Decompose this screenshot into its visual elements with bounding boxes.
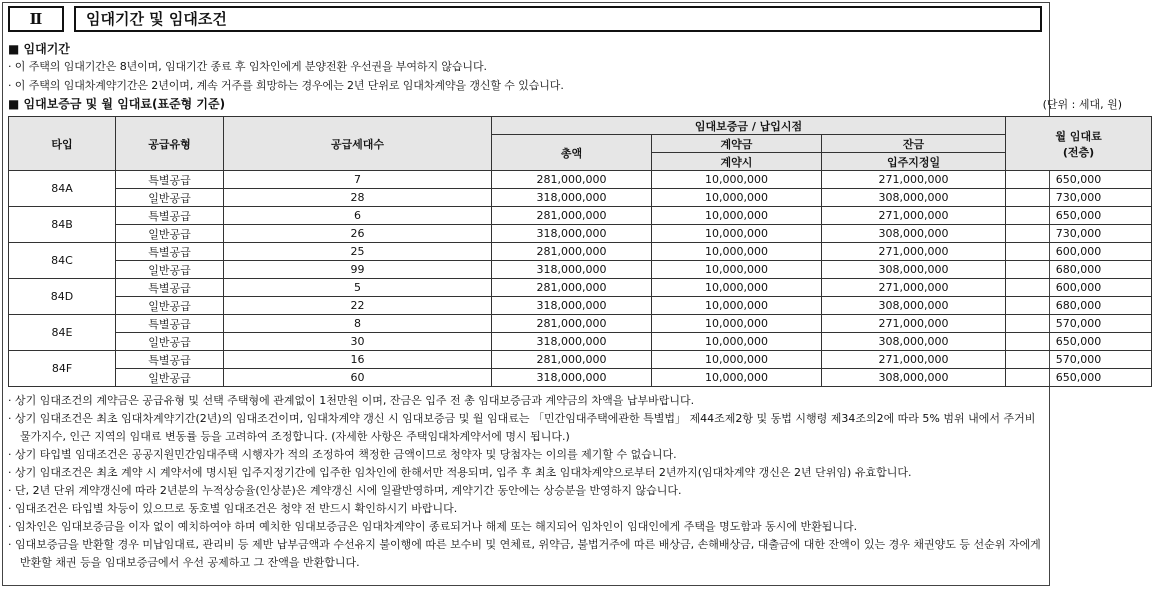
cell-monthly-rent: 570,000 — [1006, 351, 1152, 369]
header-move-in: 입주지정일 — [822, 153, 1006, 171]
cell-balance: 308,000,000 — [822, 369, 1006, 387]
cell-monthly-rent: 680,000 — [1006, 261, 1152, 279]
cell-total: 318,000,000 — [492, 369, 652, 387]
cell-households: 6 — [224, 207, 492, 225]
cell-contract-payment: 10,000,000 — [652, 315, 822, 333]
rent-table-body — [9, 171, 1152, 387]
cell-balance: 308,000,000 — [822, 297, 1006, 315]
cell-type: 84C — [9, 243, 116, 279]
cell-supply-type: 특별공급 — [116, 243, 224, 261]
cell-households: 28 — [224, 189, 492, 207]
cell-contract-payment: 10,000,000 — [652, 207, 822, 225]
header-monthly-rent — [1006, 117, 1152, 171]
cell-supply-type: 특별공급 — [116, 351, 224, 369]
cell-type: 84E — [9, 315, 116, 351]
cell-type: 84D — [9, 279, 116, 315]
header-contract-payment: 계약금 — [652, 135, 822, 153]
header-deposit-group: 임대보증금 / 납입시점 — [492, 117, 1006, 135]
cell-balance: 271,000,000 — [822, 351, 1006, 369]
cell-total: 318,000,000 — [492, 297, 652, 315]
table-row — [9, 333, 1152, 351]
period-line-2: · 이 주택의 임대차계약기간은 2년이며, 계속 거주를 희망하는 경우에는 2년 단위로 임대차계약을 갱신할 수 있습니다. — [8, 79, 564, 92]
header-balance: 잔금 — [822, 135, 1006, 153]
cell-contract-payment: 10,000,000 — [652, 261, 822, 279]
note-item: · 임대조건은 타입별 차등이 있으므로 동호별 임대조건은 청약 전 반드시 확인하시기 바랍니다. — [8, 502, 458, 515]
cell-supply-type: 특별공급 — [116, 315, 224, 333]
cell-type: 84F — [9, 351, 116, 387]
cell-households: 8 — [224, 315, 492, 333]
cell-total: 318,000,000 — [492, 189, 652, 207]
header-monthly-rent-line1: 월 임대료 — [1055, 129, 1102, 143]
header-supply-type: 공급유형 — [116, 117, 224, 171]
note-item: · 상기 임대조건은 최초 임대차계약기간(2년)의 임대조건이며, 임대차계약 갱신 시 임대보증금 및 월 임대료는 「민간임대주택에관한 특별법」 제44조제2항 및 동법 시행령 제34조의2에 따라 5% 범위 내에서 주거비 물가지수, 인근 지역의 임대료 변동률 등을 고려하여 조정합니다. (자세한 사항은 주택임대차계약서에 명시 됩니다.) — [8, 412, 1036, 443]
cell-balance: 271,000,000 — [822, 207, 1006, 225]
rent-table — [8, 116, 1152, 387]
table-row — [9, 279, 1152, 297]
cell-total: 281,000,000 — [492, 171, 652, 189]
header-monthly-rent-line2: (전층) — [1062, 145, 1095, 159]
cell-total: 281,000,000 — [492, 351, 652, 369]
cell-balance: 271,000,000 — [822, 171, 1006, 189]
cell-supply-type: 특별공급 — [116, 207, 224, 225]
cell-monthly-rent: 680,000 — [1006, 297, 1152, 315]
table-row — [9, 171, 1152, 189]
cell-total: 281,000,000 — [492, 279, 652, 297]
cell-monthly-rent: 650,000 — [1006, 171, 1152, 189]
cell-balance: 308,000,000 — [822, 261, 1006, 279]
section-number: Ⅱ — [8, 6, 64, 32]
cell-balance: 308,000,000 — [822, 225, 1006, 243]
cell-balance: 271,000,000 — [822, 315, 1006, 333]
period-heading: ■ 임대기간 — [8, 42, 70, 56]
header-type: 타입 — [9, 117, 116, 171]
cell-households: 30 — [224, 333, 492, 351]
period-line-1: · 이 주택의 임대기간은 8년이며, 임대기간 종료 후 임차인에게 분양전환 우선권을 부여하지 않습니다. — [8, 60, 487, 73]
note-item: · 상기 임대조건의 계약금은 공급유형 및 선택 주택형에 관계없이 1천만원 이며, 잔금은 입주 전 총 임대보증금과 계약금의 차액을 납부바랍니다. — [8, 394, 695, 407]
cell-balance: 308,000,000 — [822, 333, 1006, 351]
cell-monthly-rent: 650,000 — [1006, 333, 1152, 351]
cell-supply-type: 특별공급 — [116, 171, 224, 189]
table-row — [9, 243, 1152, 261]
note-item: · 임대보증금을 반환할 경우 미납임대료, 관리비 등 제반 납부금액과 수선유지 불이행에 따른 보수비 및 연체료, 위약금, 불법거주에 따른 배상금, 손해배상금, 대출금에 대한 잔액이 있는 경우 채권양도 등 선순위 자에게 반환할 채권 등을 임대보증금에서 우선 공제하고 그 잔액을 반환합니다. — [8, 538, 1041, 569]
note-item: · 상기 타입별 임대조건은 공공지원민간임대주택 시행자가 적의 조정하여 책정한 금액이므로 청약자 및 당첨자는 이의를 제기할 수 없습니다. — [8, 448, 677, 461]
table-row — [9, 207, 1152, 225]
cell-supply-type: 특별공급 — [116, 279, 224, 297]
table-row — [9, 297, 1152, 315]
cell-monthly-rent: 650,000 — [1006, 369, 1152, 387]
cell-contract-payment: 10,000,000 — [652, 189, 822, 207]
table-row — [9, 315, 1152, 333]
header-total: 총액 — [492, 135, 652, 171]
cell-contract-payment: 10,000,000 — [652, 333, 822, 351]
cell-total: 318,000,000 — [492, 261, 652, 279]
table-row — [9, 351, 1152, 369]
table-row — [9, 225, 1152, 243]
table-row — [9, 369, 1152, 387]
cell-total: 318,000,000 — [492, 225, 652, 243]
cell-contract-payment: 10,000,000 — [652, 351, 822, 369]
cell-monthly-rent: 650,000 — [1006, 207, 1152, 225]
cell-total: 318,000,000 — [492, 333, 652, 351]
header-households: 공급세대수 — [224, 117, 492, 171]
cell-contract-payment: 10,000,000 — [652, 369, 822, 387]
cell-monthly-rent: 730,000 — [1006, 225, 1152, 243]
cell-total: 281,000,000 — [492, 207, 652, 225]
cell-households: 5 — [224, 279, 492, 297]
cell-supply-type: 일반공급 — [116, 261, 224, 279]
cell-monthly-rent: 600,000 — [1006, 279, 1152, 297]
cell-contract-payment: 10,000,000 — [652, 243, 822, 261]
cell-households: 22 — [224, 297, 492, 315]
cell-supply-type: 일반공급 — [116, 369, 224, 387]
note-item: · 임차인은 임대보증금을 이자 없이 예치하여야 하며 예치한 임대보증금은 임대차계약이 종료되거나 해제 또는 해지되어 임차인이 임대인에게 주택을 명도함과 동시에 반환됩니다. — [8, 520, 858, 533]
table-row — [9, 189, 1152, 207]
cell-total: 281,000,000 — [492, 315, 652, 333]
cell-balance: 271,000,000 — [822, 279, 1006, 297]
note-item: · 단, 2년 단위 계약갱신에 따라 2년분의 누적상승율(인상분)은 계약갱신 시에 일괄반영하며, 계약기간 동안에는 상승분을 반영하지 않습니다. — [8, 484, 682, 497]
cell-type: 84B — [9, 207, 116, 243]
unit-label: (단위 : 세대, 원) — [1042, 98, 1122, 111]
header-at-contract: 계약시 — [652, 153, 822, 171]
cell-households: 25 — [224, 243, 492, 261]
section-title: 임대기간 및 임대조건 — [74, 6, 1042, 32]
cell-supply-type: 일반공급 — [116, 225, 224, 243]
cell-balance: 271,000,000 — [822, 243, 1006, 261]
cell-contract-payment: 10,000,000 — [652, 171, 822, 189]
cell-monthly-rent: 570,000 — [1006, 315, 1152, 333]
cell-contract-payment: 10,000,000 — [652, 297, 822, 315]
cell-households: 7 — [224, 171, 492, 189]
table-row — [9, 261, 1152, 279]
cell-households: 26 — [224, 225, 492, 243]
cell-monthly-rent: 600,000 — [1006, 243, 1152, 261]
notes-list — [8, 392, 1048, 572]
note-item: · 상기 임대조건은 최초 계약 시 계약서에 명시된 입주지정기간에 입주한 임차인에 한해서만 적용되며, 입주 후 최초 임대차계약으로부터 2년까지(임대차계약 갱신은 2년 단위임) 유효합니다. — [8, 466, 912, 479]
cell-type: 84A — [9, 171, 116, 207]
cell-households: 60 — [224, 369, 492, 387]
cell-supply-type: 일반공급 — [116, 297, 224, 315]
cell-contract-payment: 10,000,000 — [652, 279, 822, 297]
cell-supply-type: 일반공급 — [116, 189, 224, 207]
cell-households: 99 — [224, 261, 492, 279]
cell-contract-payment: 10,000,000 — [652, 225, 822, 243]
cell-supply-type: 일반공급 — [116, 333, 224, 351]
cell-total: 281,000,000 — [492, 243, 652, 261]
rent-heading: ■ 임대보증금 및 월 임대료(표준형 기준) — [8, 97, 226, 111]
cell-balance: 308,000,000 — [822, 189, 1006, 207]
cell-households: 16 — [224, 351, 492, 369]
cell-monthly-rent: 730,000 — [1006, 189, 1152, 207]
